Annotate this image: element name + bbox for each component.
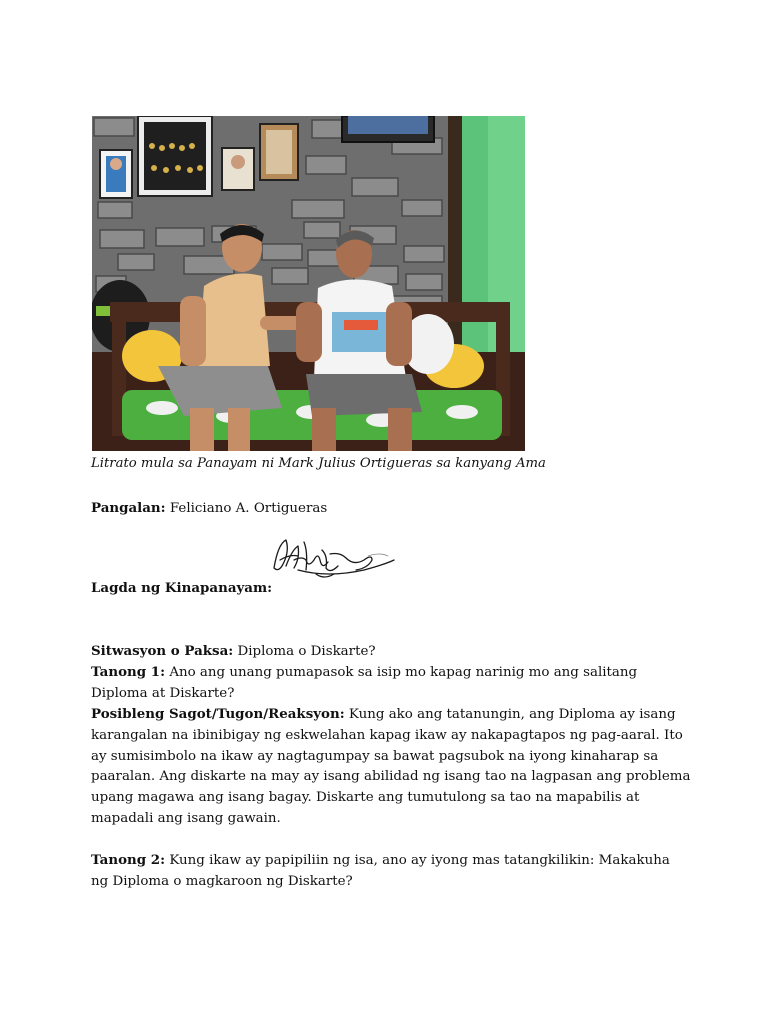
question-1 — [91, 662, 691, 705]
name-label: Pangalan: — [91, 500, 166, 516]
question-2-label: Tanong 2: — [91, 852, 166, 868]
photo-caption: Litrato mula sa Panayam ni Mark Julius Ortigueras sa kanyang Ama — [91, 456, 546, 471]
interview-photo — [92, 116, 525, 451]
topic-value: Diploma o Diskarte? — [237, 644, 376, 659]
name-value: Feliciano A. Ortigueras — [169, 501, 328, 516]
name-line — [91, 498, 327, 519]
topic-line — [91, 641, 376, 662]
signature-line — [91, 578, 272, 599]
signature-image — [268, 530, 398, 582]
answer-label: Posibleng Sagot/Tugon/Reaksyon: — [91, 706, 345, 722]
question-1-text: Ano ang unang pumapasok sa isip mo kapag narinig mo ang salitang Diploma at Diskarte? — [91, 665, 638, 701]
topic-label: Sitwasyon o Paksa: — [91, 643, 234, 659]
answer-paragraph — [91, 704, 691, 830]
question-2-text: Kung ikaw ay papipiliin ng isa, ano ay iyong mas tatangkilikin: Makakuha ng Diploma o magkaroon ng Diskarte? — [91, 853, 670, 889]
signature-label: Lagda ng Kinapanayam: — [91, 580, 273, 596]
question-1-label: Tanong 1: — [91, 664, 166, 680]
question-2 — [91, 850, 691, 893]
answer-text: Kung ako ang tatanungin, ang Diploma ay isang karangalan na ibinibigay ng eskwelahan kapag ikaw ay nakapagtapos ng pag-aaral. Ito ay sumisimbolo na ikaw ay nagtagumpay sa bawat pagsubok na iyong kinaharap sa paaralan. Ang diskarte na may ay isang abilidad ng isang tao na lagpasan ang problema upang magawa ang isang bagay. Diskarte ang tumutulong sa tao na mapabilis at mapadali ang isang gawain. — [91, 707, 691, 826]
